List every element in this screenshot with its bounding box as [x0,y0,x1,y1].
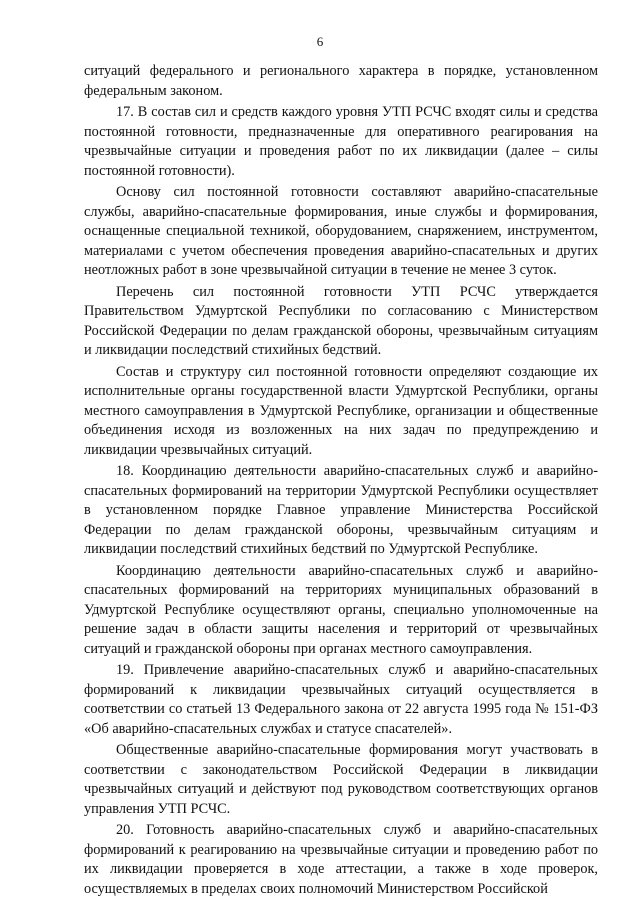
paragraph-continuation: ситуаций федерального и регионального характера в порядке, установленном федеральным законом. [84,63,598,99]
paragraph-item-20: 20. Готовность аварийно-спасательных служб и аварийно-спасательных формирований к реагированию на чрезвычайные ситуации и проведению работ по их ликвидации проверяется в ходе аттестации, а также в ходе проверок, осуществляемых в пределах своих полномочий Министерством Российской [84,822,598,897]
paragraph-forces-composition: Состав и структуру сил постоянной готовности определяют создающие их исполнительные органы государственной власти Удмуртской Республики, органы местного самоуправления в Удмуртской Республике, организации и общественные объединения исходя из возложенных на них задач по предупреждению и ликвидации чрезвычайных ситуаций. [84,363,598,458]
paragraph-item-18: 18. Координацию деятельности аварийно-спасательных служб и аварийно-спасательных формирований на территории Удмуртской Республики осуществляет в установленном порядке Главное управление Министерства Российской Федерации по делам гражданской обороны, чрезвычайным ситуациям и ликвидации последствий стихийных бедствий по Удмуртской Республике. [84,463,598,557]
paragraph-municipal-coordination: Координацию деятельности аварийно-спасательных служб и аварийно-спасательных формирований на территориях муниципальных образований в Удмуртской Республике осуществляют органы, специально уполномоченные на решение задач в области защиты населения и территорий от чрезвычайных ситуаций и гражданской обороны при органах местного самоуправления. [84,562,598,657]
paragraph-item-19: 19. Привлечение аварийно-спасательных служб и аварийно-спасательных формирований к ликвидации чрезвычайных ситуаций осуществляется в соответствии со статьей 13 Федерального закона от 22 августа 1995 года № 151-ФЗ «Об аварийно-спасательных службах и статусе спасателей». [84,662,598,737]
document-body [84,62,598,901]
paragraph-forces-list: Перечень сил постоянной готовности УТП РСЧС утверждается Правительством Удмуртской Республики по согласованию с Министерством Российской Федерации по делам гражданской обороны, чрезвычайным ситуациям и ликвидации последствий стихийных бедствий. [84,283,598,358]
page-number: 6 [316,34,324,49]
paragraph-item-17: 17. В состав сил и средств каждого уровня УТП РСЧС входят силы и средства постоянной готовности, предназначенные для оперативного реагирования на чрезвычайные ситуации и проведения работ по их ликвидации (далее – силы постоянной готовности). [84,104,598,179]
paragraph-public-formations: Общественные аварийно-спасательные формирования могут участвовать в соответствии с законодательством Российской Федерации в ликвидации чрезвычайных ситуаций и действуют под руководством соответствующих органов управления УТП РСЧС. [84,742,598,817]
paragraph-forces-basis: Основу сил постоянной готовности составляют аварийно-спасательные службы, аварийно-спасательные формирования, иные службы и формирования, оснащенные специальной техникой, оборудованием, снаряжением, инструментом, материалами с учетом обеспечения проведения аварийно-спасательных и других неотложных работ в зоне чрезвычайной ситуации в течение не менее 3 суток. [84,184,598,278]
